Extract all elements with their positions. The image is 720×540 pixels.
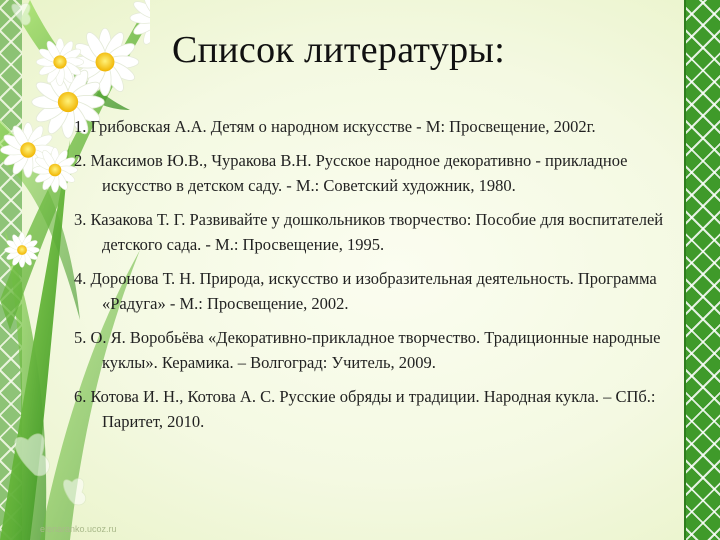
watermark: elenaranko.ucoz.ru: [40, 524, 117, 534]
slide-title: Список литературы:: [172, 29, 506, 71]
right-woven-border: [684, 0, 720, 540]
reference-item: 1. Грибовская А.А. Детям о народном искусстве - М: Просвещение, 2002г.: [74, 117, 596, 136]
reference-item: 2. Максимов Ю.В., Чуракова В.Н. Русское народное декоративно - прикладное искусство в детском саду. - М.: Советский художник, 1980.: [74, 151, 628, 195]
reference-list: [74, 114, 674, 443]
reference-item: 4. Доронова Т. Н. Природа, искусство и изобразительная деятельность. Программа «Радуга» - М.: Просвещение, 2002.: [74, 269, 657, 313]
reference-item: 6. Котова И. Н., Котова А. С. Русские обряды и традиции. Народная кукла. – СПб.: Паритет, 2010.: [74, 387, 656, 431]
reference-item: 5. О. Я. Воробьёва «Декоративно-прикладное творчество. Традиционные народные куклы». Керамика. – Волгоград: Учитель, 2009.: [74, 328, 661, 372]
reference-item: 3. Казакова Т. Г. Развивайте у дошкольников творчество: Пособие для воспитателей детского сада. - М.: Просвещение, 1995.: [74, 210, 664, 254]
